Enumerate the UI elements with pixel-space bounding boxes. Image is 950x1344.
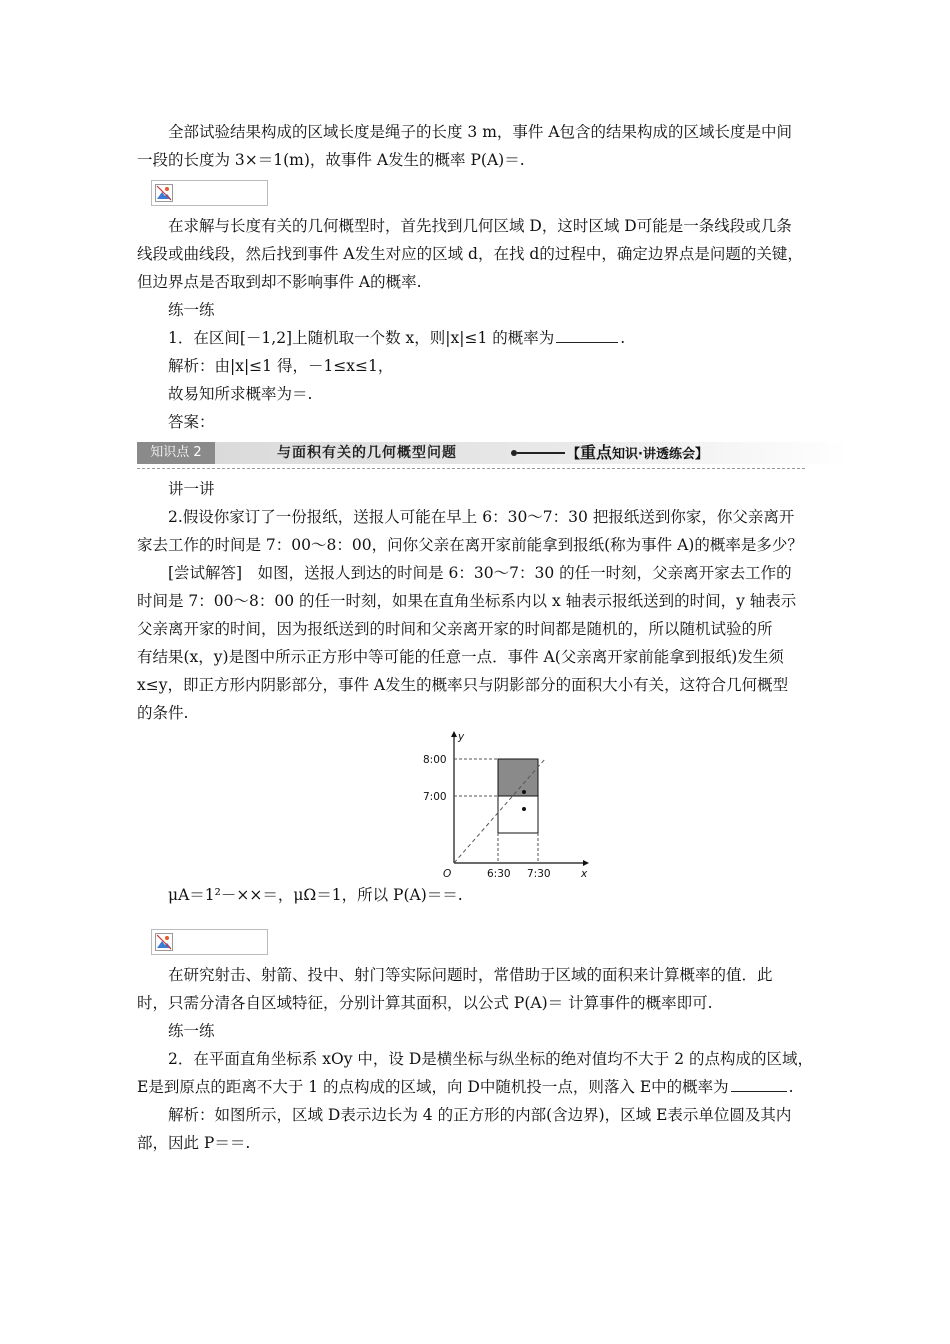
paragraph: 全部试验结果构成的区域长度是绳子的长度 3 m，事件 A包含的结果构成的区域长度是中间: [168, 123, 793, 141]
paragraph: 但边界点是否取到却不影响事件 A的概率.: [137, 273, 422, 291]
broken-image-icon: [155, 184, 173, 202]
question-end: .: [788, 1078, 794, 1096]
banner-line: [517, 452, 565, 454]
x-axis-arrow: [583, 860, 589, 866]
key-word: 重点: [580, 443, 613, 462]
paragraph: 在求解与长度有关的几何概型时，首先找到几何区域 D，这时区域 D可能是一条线段或几条: [168, 217, 792, 235]
section-heading: 练一练: [168, 301, 215, 319]
x-tick-label: 7:30: [527, 868, 551, 880]
figure-svg: [395, 731, 595, 881]
answer-label: 答案：: [168, 413, 215, 431]
question-text: E是到原点的距离不大于 1 的点构成的区域，向 D中随机投一点，则落入 E中的概率为: [137, 1078, 729, 1096]
paragraph: [尝试解答] 如图，送报人到达的时间是 6：30～7：30 的任一时刻，父亲离开家去工作的: [168, 564, 792, 582]
section-heading: 练一练: [168, 1022, 215, 1040]
question-text: 1．在区间[－1,2]上随机取一个数 x，则|x|≤1 的概率为: [168, 329, 555, 347]
solution: 故易知所求概率为＝.: [168, 385, 313, 403]
knowledge-point-title: 与面积有关的几何概型问题: [277, 445, 457, 461]
y-axis-label: y: [458, 731, 465, 743]
paragraph: 2．在平面直角坐标系 xOy 中，设 D是横坐标与纵坐标的绝对值均不大于 2 的点构成的区域，: [168, 1050, 813, 1068]
paragraph: x≤y，即正方形内阴影部分，事件 A发生的概率只与阴影部分的面积大小有关，这符合几何概型: [137, 676, 789, 694]
paragraph: 父亲离开家的时间，因为报纸送到的时间和父亲离开家的时间都是随机的，所以随机试验的所: [137, 620, 773, 638]
divider: [137, 468, 805, 469]
paragraph: 有结果(x，y)是图中所示正方形中等可能的任意一点．事件 A(父亲离开家前能拿到报纸)发生须: [137, 648, 784, 666]
question-1: [137, 324, 849, 352]
y-tick-label: 7:00: [423, 791, 447, 803]
paragraph: 线段或曲线段，然后找到事件 A发生对应的区域 d，在找 d的过程中，确定边界点是问题的关键，: [137, 245, 803, 263]
key-rest: 知识·讲透练会】: [612, 447, 708, 462]
question-end: .: [620, 329, 626, 347]
paragraph: 在研究射击、射箭、投中、射门等实际问题时，常借助于区域的面积来计算概率的值．此: [168, 966, 773, 984]
paragraph: 一段的长度为 3×＝1(m)，故事件 A发生的概率 P(A)＝.: [137, 151, 525, 169]
question-2: [137, 1073, 849, 1101]
section-heading: 讲一讲: [168, 480, 215, 498]
point: [522, 790, 526, 794]
broken-image-placeholder: [151, 180, 268, 206]
point: [522, 807, 526, 811]
broken-image-icon: [155, 933, 173, 951]
answer-blank: [731, 1077, 787, 1092]
paragraph: 时间是 7：00～8：00 的任一时刻，如果在直角坐标系内以 x 轴表示报纸送到的时间，y 轴表示: [137, 592, 797, 610]
knowledge-point-banner: [137, 442, 849, 464]
document-page: [137, 118, 849, 1157]
paragraph: 家去工作的时间是 7：00～8：00，问你父亲在离开家前能拿到报纸(称为事件 A)的概率是多少？: [137, 536, 803, 554]
x-tick-label: 6:30: [487, 868, 511, 880]
answer-blank: [556, 328, 618, 343]
paragraph: 2.假设你家订了一份报纸，送报人可能在早上 6：30～7：30 把报纸送到你家，你父亲离开: [168, 508, 795, 526]
solution: 解析：由|x|≤1 得，－1≤x≤1，: [168, 357, 394, 375]
formula-line: μA＝1²－××＝，μΩ＝1，所以 P(A)＝＝.: [168, 886, 463, 904]
y-tick-label: 8:00: [423, 754, 447, 766]
coordinate-figure: [395, 731, 595, 881]
paragraph: 时，只需分清各自区域特征，分别计算其面积，以公式 P(A)＝ 计算事件的概率即可.: [137, 994, 713, 1012]
banner-key-label: [567, 442, 708, 466]
paragraph: 的条件.: [137, 704, 189, 722]
solution: 部，因此 P＝＝.: [137, 1134, 251, 1152]
bracket-left: 【: [567, 447, 581, 462]
solution: 解析：如图所示，区域 D表示边长为 4 的正方形的内部(含边界)，区域 E表示单位圆及其内: [168, 1106, 792, 1124]
shaded-region: [498, 759, 538, 796]
y-axis-arrow: [451, 731, 457, 737]
origin-label: O: [443, 868, 452, 880]
knowledge-point-tag: 知识点 2: [137, 442, 215, 464]
broken-image-placeholder: [151, 929, 268, 955]
x-axis-label: x: [581, 868, 588, 880]
